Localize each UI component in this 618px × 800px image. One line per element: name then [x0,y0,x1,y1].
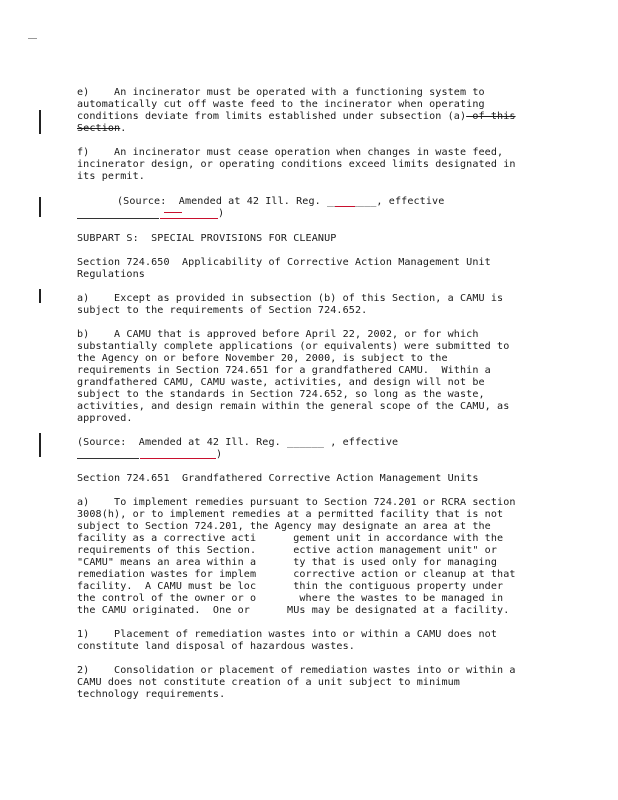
deleted-text: Section [77,123,121,134]
section-650-para-b: b) A CAMU that is approved before April 22, 2002, or for which [77,329,479,340]
source-note-1: (Source: Amended at 42 Ill. Reg. ________, effective [117,196,445,207]
section-651-para-a: facility as a corrective acti gement unit in accordance with the [77,533,504,544]
para-f-line: f) An incinerator must cease operation when changes in waste feed, [77,147,504,158]
section-651-item-2: 2) Consolidation or placement of remediation wastes into or within a [77,665,516,676]
section-650-para-b: subject to the standards in Section 724.652, so long as the waste, [77,389,485,400]
section-651-item-2: technology requirements. [77,689,226,700]
section-651-item-1: constitute land disposal of hazardous wastes. [77,641,355,652]
source-note-2: (Source: Amended at 42 Ill. Reg. ______ , effective [77,437,399,448]
para-e-line [77,123,126,135]
section-651-para-a: the CAMU originated. One or MUs may be designated at a facility. [77,605,510,616]
section-651-title: Section 724.651 Grandfathered Corrective Action Management Units [77,473,479,484]
section-651-item-2: CAMU does not constitute creation of a unit subject to minimum [77,677,460,688]
edit-mark [160,218,218,219]
source-note-1-close: ) [218,208,225,219]
subpart-heading: SUBPART S: SPECIAL PROVISIONS FOR CLEANUP [77,233,337,244]
para-e-line: e) An incinerator must be operated with a functioning system to [77,87,485,98]
deleted-text: of this [466,111,516,122]
para-f-line: its permit. [77,171,145,182]
section-651-para-a: the control of the owner or o where the wastes to be managed in [77,593,504,604]
section-650-para-b: substantially complete applications (or equivalents) were submitted to [77,341,510,352]
section-650-para-b: requirements in Section 724.651 for a grandfathered CAMU. Within a [77,365,491,376]
section-651-para-a: subject to Section 724.201, the Agency may designate an area at the [77,521,491,532]
edit-mark [164,212,182,213]
change-bar [39,110,41,134]
scan-speck [28,38,37,39]
change-bar [39,289,41,303]
edit-mark [335,206,355,207]
section-650-para-b: approved. [77,413,133,424]
section-650-para-a: a) Except as provided in subsection (b) of this Section, a CAMU is [77,293,504,304]
section-651-para-a: requirements of this Section. ective action management unit" or [77,545,498,556]
para-f-line: incinerator design, or operating conditions exceed limits designated in [77,159,516,170]
section-651-para-a: 3008(h), or to implement remedies at a permitted facility that is not [77,509,504,520]
blank-line [77,458,139,459]
section-650-para-b: activities, and design remain within the general scope of the CAMU, as [77,401,510,412]
section-651-para-a: "CAMU" means an area within a ty that is used only for managing [77,557,498,568]
edit-mark [140,458,216,459]
section-651-para-a: remediation wastes for implem corrective action or cleanup at that [77,569,516,580]
change-bar [39,433,41,457]
section-650-para-b: grandfathered CAMU, CAMU waste, activities, and design will not be [77,377,485,388]
section-650-title: Section 724.650 Applicability of Corrective Action Management Unit [77,257,491,268]
change-bar [39,197,41,217]
para-e-line [77,111,516,123]
para-e-text: conditions deviate from limits established under subsection (a) [77,111,467,122]
source-note-2-close: ) [216,449,223,460]
section-651-para-a: a) To implement remedies pursuant to Section 724.201 or RCRA section [77,497,516,508]
para-e-line: automatically cut off waste feed to the incinerator when operating [77,99,485,110]
blank-line [77,218,159,219]
section-650-title: Regulations [77,269,145,280]
section-650-para-a: subject to the requirements of Section 724.652. [77,305,368,316]
section-651-para-a: facility. A CAMU must be loc thin the contiguous property under [77,581,504,592]
section-651-item-1: 1) Placement of remediation wastes into or within a CAMU does not [77,629,498,640]
para-e-text: . [120,123,127,134]
section-650-para-b: the Agency on or before November 20, 2000, is subject to the [77,353,448,364]
